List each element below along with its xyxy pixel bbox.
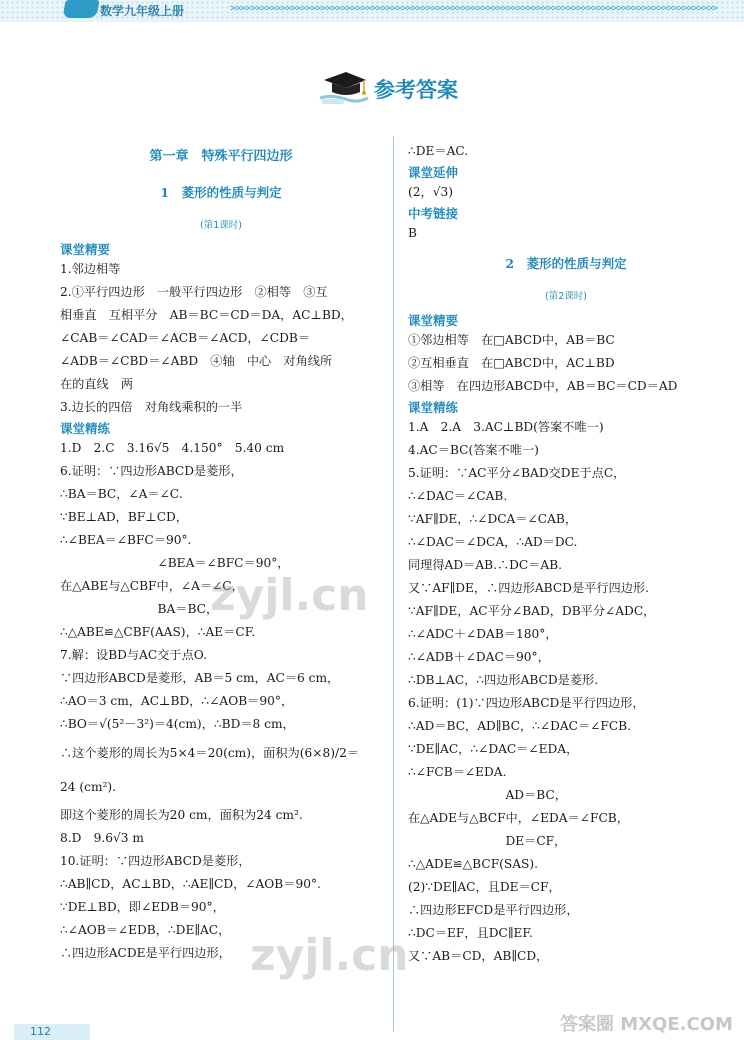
answer-line: ∵AF∥DE，AC平分∠BAD，DB平分∠ADC，: [408, 604, 656, 618]
answer-line: (2)∵DE∥AC，且DE＝CF，: [408, 880, 561, 894]
answer-line: 在△ABE与△CBF中，∠A＝∠C，: [60, 579, 244, 593]
answer-line: ∴AB∥CD，AC⊥BD，∴AE∥CD，∠AOB＝90°.: [60, 877, 321, 891]
section-heading: 课堂精要: [60, 242, 111, 257]
answer-line: 5.证明：∵AC平分∠BAD交DE于点C，: [408, 466, 626, 480]
section-heading: 课堂精要: [408, 313, 459, 328]
lesson-title: 2 菱形的性质与判定: [505, 256, 627, 271]
book-icon: [62, 0, 99, 18]
answer-line: 即这个菱形的周长为20 cm，面积为24 cm².: [60, 808, 303, 822]
page-number: 112: [14, 1024, 90, 1040]
answer-line: ∴BO＝√(5²－3²)＝4(cm)，∴BD＝8 cm，: [60, 717, 295, 731]
answer-line: 6.证明：(1)∵四边形ABCD是平行四边形，: [408, 696, 645, 710]
answer-line: 3.边长的四倍 对角线乘积的一半: [60, 400, 243, 414]
answer-line: ∴∠BEA＝∠BFC＝90°.: [60, 533, 192, 547]
answer-line: ∴这个菱形的周长为5×4＝20(cm)，面积为(6×8)/2＝: [60, 746, 360, 760]
answer-line: ∠ADB＝∠CBD＝∠ABD ④轴 中心 对角线所: [60, 354, 333, 368]
answer-line: ∴四边形ACDE是平行四边形，: [60, 946, 231, 960]
answer-line: 1.A 2.A 3.AC⊥BD(答案不唯一): [408, 420, 604, 434]
answer-line: ∴AO＝3 cm，AC⊥BD，∴∠AOB＝90°，: [60, 694, 294, 708]
answer-line: ③相等 在四边形ABCD中，AB＝BC＝CD＝AD: [408, 379, 678, 393]
answer-line: ∵DE∥AC，∴∠DAC＝∠EDA，: [408, 742, 579, 756]
answer-line: (2，√3): [408, 185, 453, 199]
answer-line: ∵AF∥DE，∴∠DCA＝∠CAB，: [408, 512, 578, 526]
header-arrows: >>>>>>>>>>>>>>>>>>>>>>>>>>>>>>>>>>>>>>>>>>>>>>>>>>>>>>>>>>>>>>>>>>>>>>>>>>>>>>>>>>>>>>>>>>>>>>>>>: [230, 3, 717, 14]
section-heading: 课堂精练: [408, 400, 459, 415]
answer-line: ①邻边相等 在□ABCD中，AB＝BC: [408, 333, 615, 347]
right-column: [408, 140, 724, 968]
answer-line: DE＝CF，: [408, 834, 567, 848]
answer-line: 又∵AF∥DE，∴四边形ABCD是平行四边形.: [408, 581, 649, 595]
answer-line: ∴∠ADC＋∠DAB＝180°，: [408, 627, 558, 641]
answer-line: B: [408, 226, 417, 240]
answer-line: BA＝BC，: [60, 602, 219, 616]
column-divider: [393, 136, 394, 1032]
lesson-title: 1 菱形的性质与判定: [160, 185, 282, 200]
answer-line: ∴∠DAC＝∠CAB.: [408, 489, 508, 503]
section-heading: 中考链接: [408, 206, 459, 221]
answer-line: 10.证明：∵四边形ABCD是菱形，: [60, 854, 251, 868]
answer-line: ∴∠ADB＋∠DAC＝90°，: [408, 650, 550, 664]
lesson-period: (第1课时): [200, 220, 242, 231]
answer-line: ②互相垂直 在□ABCD中，AC⊥BD: [408, 356, 615, 370]
answer-line: ∠BEA＝∠BFC＝90°，: [60, 556, 290, 570]
corner-watermark: 答案圈 MXQE.COM: [560, 1014, 733, 1035]
answer-line: ∵DE⊥BD，即∠EDB＝90°，: [60, 900, 225, 914]
answer-line: 2.①平行四边形 一般平行四边形 ②相等 ③互: [60, 285, 328, 299]
answer-line: ∠CAB＝∠CAD＝∠ACB＝∠ACD，∠CDB＝: [60, 331, 311, 345]
answer-line: ∴AD＝BC，AD∥BC，∴∠DAC＝∠FCB.: [408, 719, 631, 733]
answer-line: 1.邻边相等: [60, 262, 121, 276]
answer-line: 同理得AD＝AB.∴DC＝AB.: [408, 558, 563, 572]
answer-line: 7.解：设BD与AC交于点O.: [60, 648, 207, 662]
answer-line: 8.D 9.6√3 m: [60, 831, 144, 845]
answer-line: ∴△ADE≌△BCF(SAS).: [408, 857, 539, 871]
answer-line: ∴∠FCB＝∠EDA.: [408, 765, 507, 779]
answer-line: ∴∠DAC＝∠DCA，∴AD＝DC.: [408, 535, 578, 549]
answer-line: 4.AC＝BC(答案不唯一): [408, 443, 539, 457]
answer-line: ∴△ABE≌△CBF(AAS)，∴AE＝CF.: [60, 625, 256, 639]
answer-line: ∵BE⊥AD，BF⊥CD，: [60, 510, 188, 524]
answer-line: ∴四边形EFCD是平行四边形，: [408, 903, 579, 917]
section-heading: 课堂精练: [60, 421, 111, 436]
answer-line: 1.D 2.C 3.16√5 4.150° 5.40 cm: [60, 441, 285, 455]
answer-line: ∴DE＝AC.: [408, 144, 469, 158]
answer-line: 24 (cm²).: [60, 780, 117, 794]
header-title: 数学九年级上册: [100, 4, 185, 18]
doc-title: 参考答案: [374, 78, 458, 102]
watermark: zyjl.cn: [250, 930, 409, 981]
answer-line: 又∵AB＝CD，AB∥CD，: [408, 949, 549, 963]
answer-line: ∴DC＝EF，且DC∥EF.: [408, 926, 533, 940]
answer-line: 在△ADE与△BCF中，∠EDA＝∠FCB，: [408, 811, 629, 825]
page-header: [0, 0, 744, 22]
section-heading: 课堂延伸: [408, 165, 459, 180]
answer-line: ∴DB⊥AC，∴四边形ABCD是菱形.: [408, 673, 599, 687]
answer-line: 相垂直 互相平分 AB＝BC＝CD＝DA，AC⊥BD，: [60, 308, 353, 322]
watermark: zyjl.cn: [210, 570, 369, 621]
answer-line: AD＝BC，: [408, 788, 567, 802]
left-column: [60, 140, 382, 965]
answer-line: 6.证明：∵四边形ABCD是菱形，: [60, 464, 243, 478]
graduation-cap-icon: [318, 68, 370, 106]
chapter-title: 第一章 特殊平行四边形: [149, 149, 293, 164]
title-block: [318, 68, 478, 108]
answer-line: ∴∠AOB＝∠EDB，∴DE∥AC，: [60, 923, 231, 937]
answer-line: 在的直线 两: [60, 377, 134, 391]
lesson-period: (第2课时): [545, 291, 587, 302]
answer-line: ∴BA＝BC，∠A＝∠C.: [60, 487, 183, 501]
answer-line: ∵四边形ABCD是菱形，AB＝5 cm，AC＝6 cm，: [60, 671, 340, 685]
